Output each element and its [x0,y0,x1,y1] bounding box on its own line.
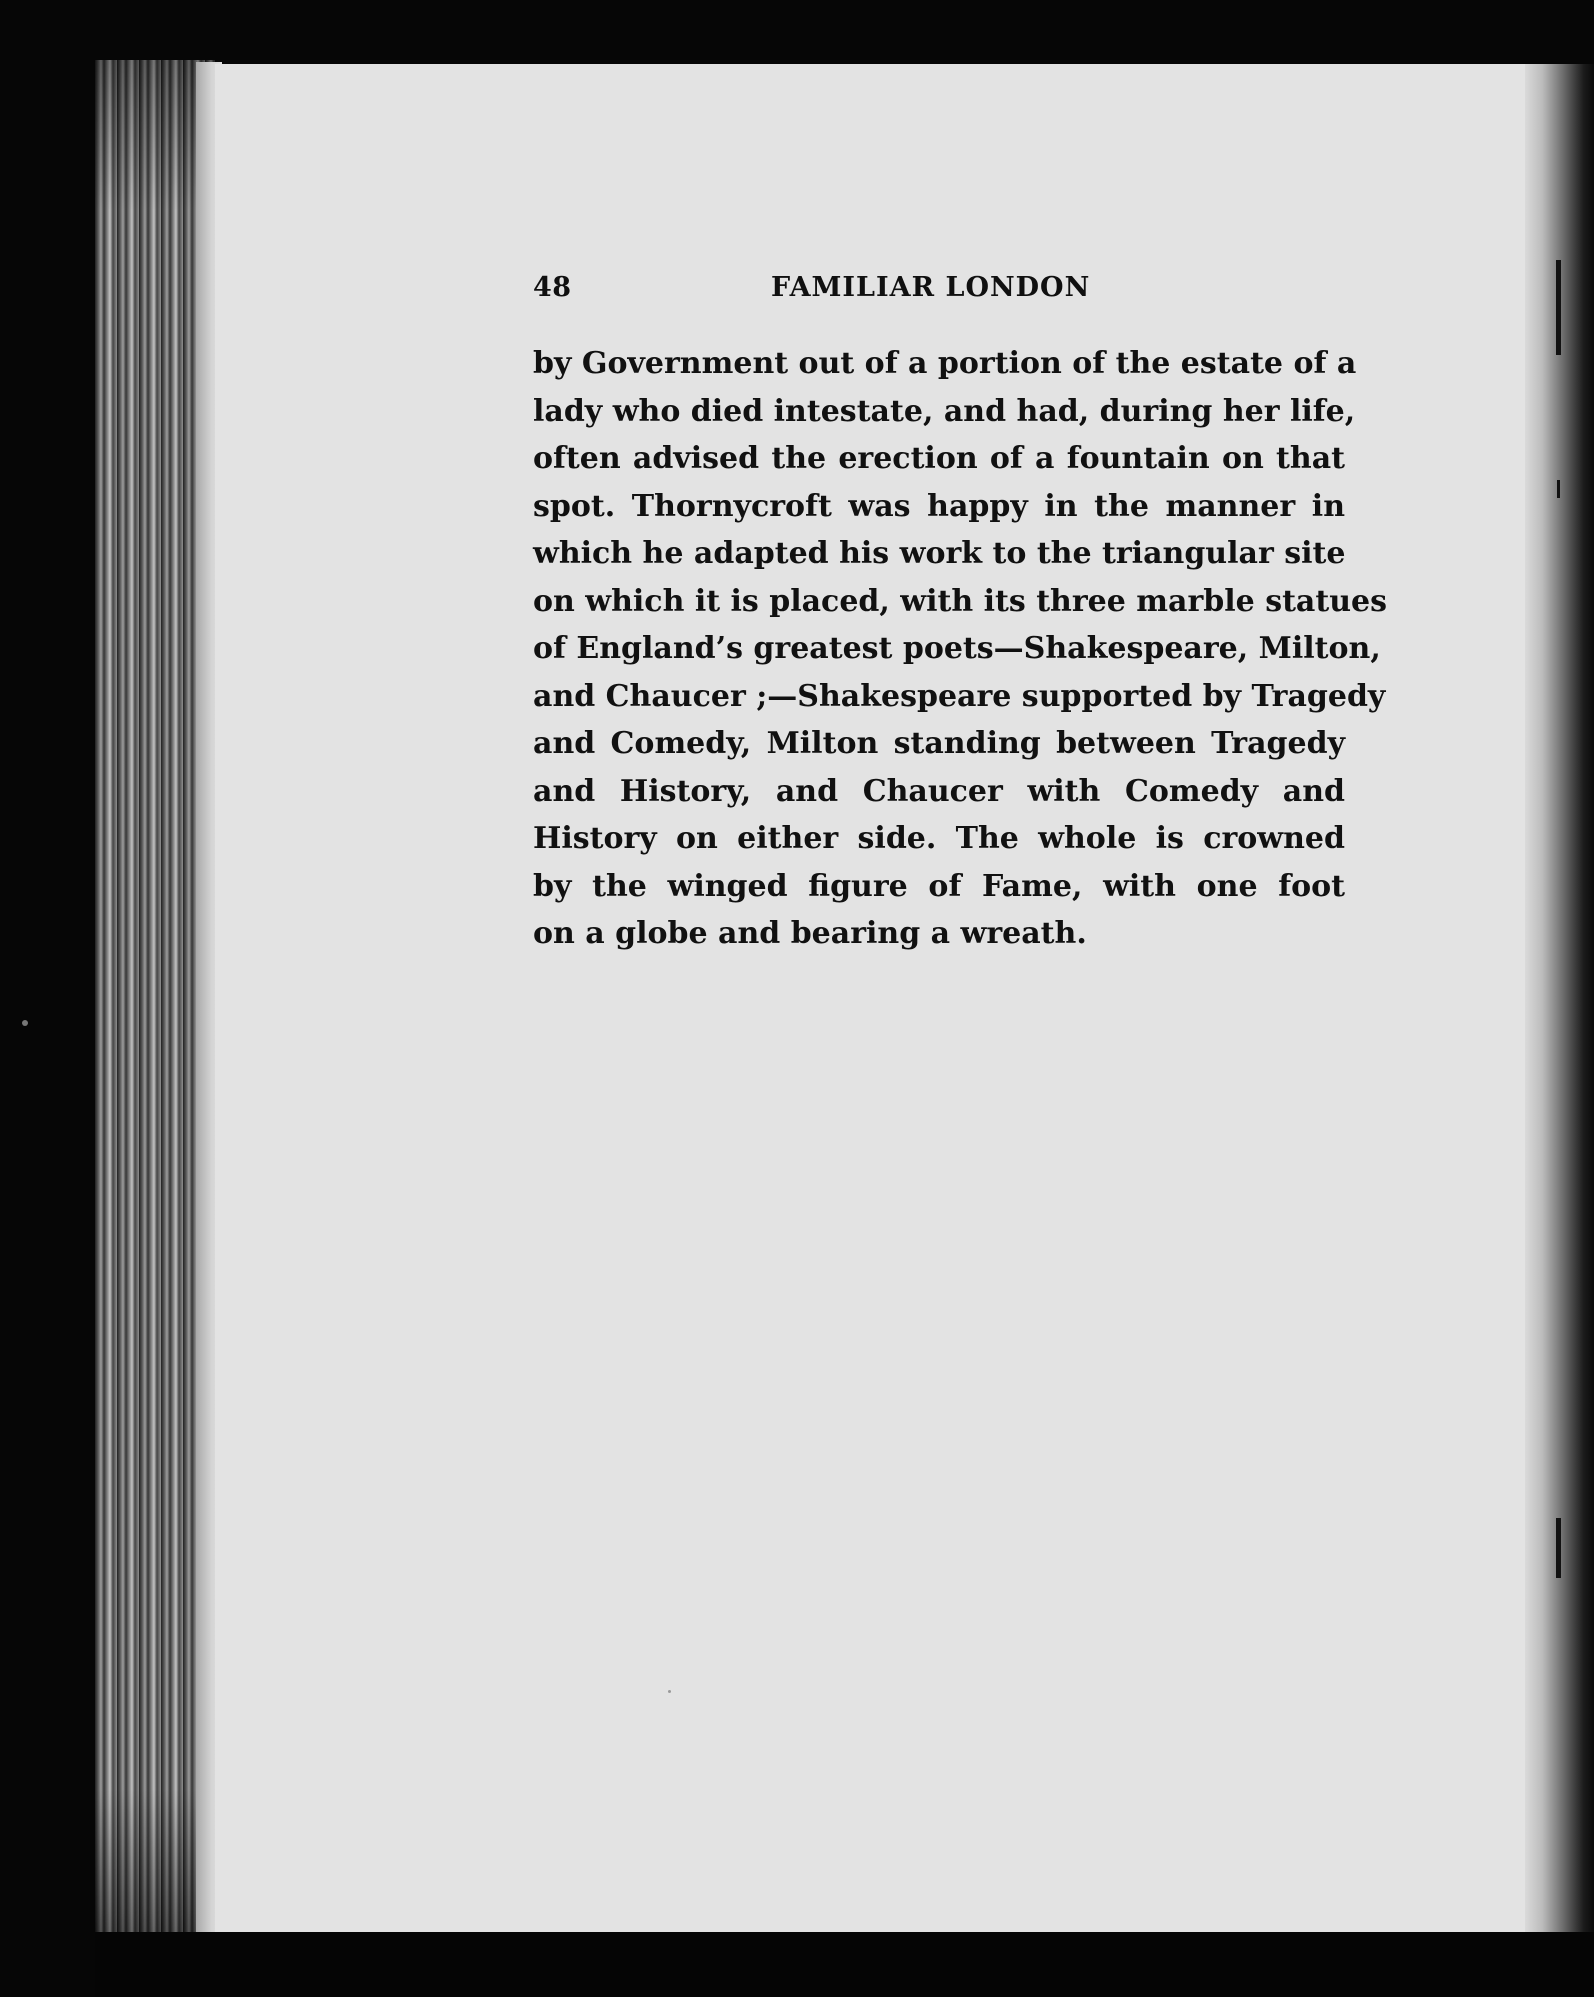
text-line: and Comedy, Milton standing between Tragedy [533,726,1345,761]
text-line: spot. Thornycroft was happy in the manner in [533,488,1345,524]
page-mark [1556,1518,1561,1578]
page-mark [1556,260,1561,355]
text-line: History on either side. The whole is crowned [533,821,1345,856]
text-line: on a globe and bearing a wreath. [533,916,1087,951]
text-line: which he adapted his work to the triangular site [533,536,1346,571]
page-mark [1557,480,1560,498]
text-line: by the winged figure of Fame, with one foot [533,868,1345,904]
text-line: lady who died intestate, and had, during her life, [533,393,1356,429]
text-line: and History, and Chaucer with Comedy and [533,773,1345,809]
text-line: of England’s greatest poets—Shakespeare, Milton, [533,631,1381,666]
dust-speck [668,1690,671,1693]
page-header [533,272,1099,312]
text-line: and Chaucer ;—Shakespeare supported by Tragedy [533,678,1386,714]
text-line: by Government out of a portion of the estate of a [533,346,1357,381]
scan-bottom-border [95,1932,1594,1997]
dust-speck [22,1020,28,1026]
running-head: FAMILIAR LONDON [771,272,1091,303]
body-paragraph [533,340,1388,958]
text-line: often advised the erection of a fountain on that [533,441,1345,476]
page-number: 48 [533,272,572,303]
text-line: on which it is placed, with its three marble statues [533,583,1388,619]
